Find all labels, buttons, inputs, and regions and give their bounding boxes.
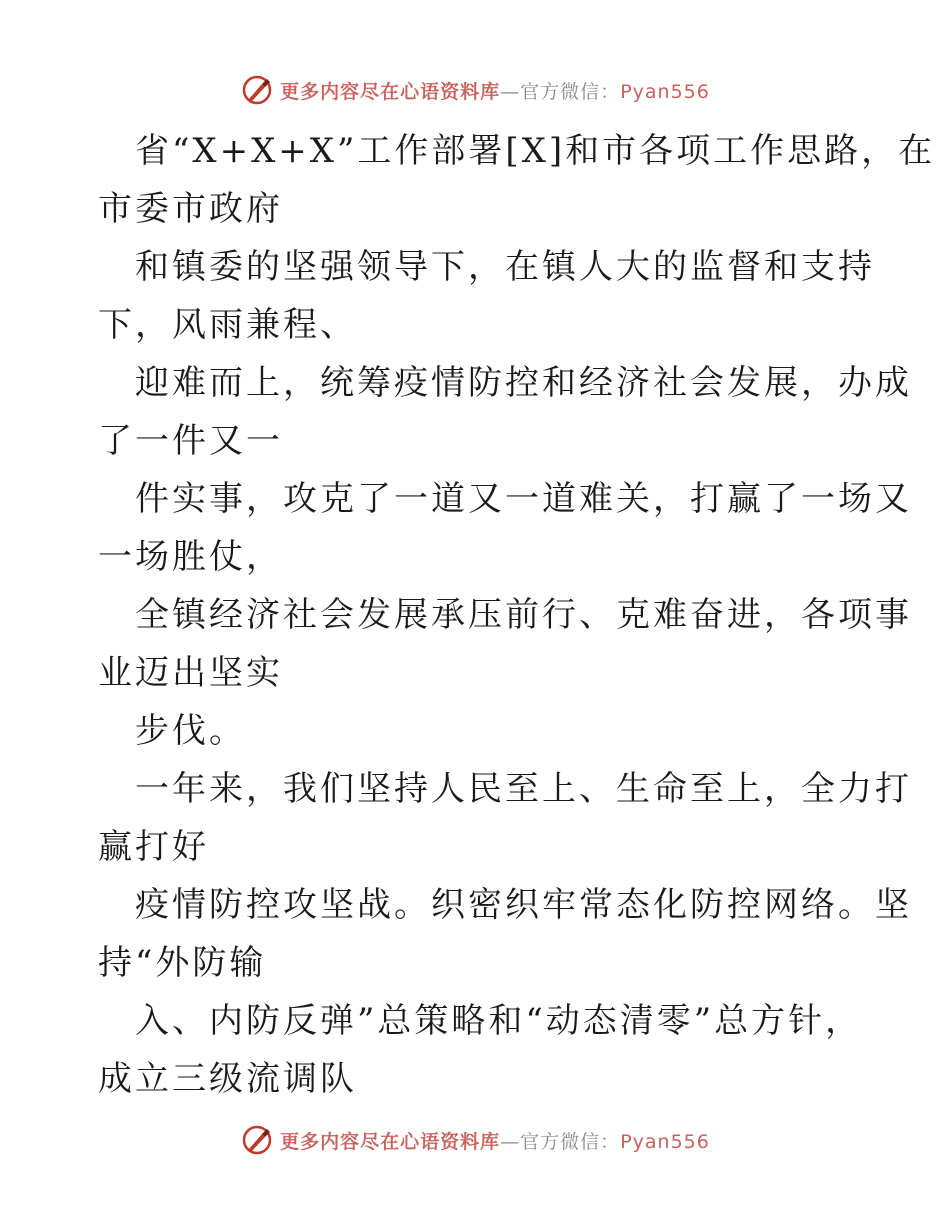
body-line: 迎难而上，统筹疫情防控和经济社会发展，办成 — [135, 363, 912, 403]
body-line: 步伐。 — [135, 711, 246, 751]
body-line: 下，风雨兼程、 — [98, 305, 357, 345]
body-line: 全镇经济社会发展承压前行、克难奋进，各项事 — [135, 595, 912, 635]
watermark-separator: — — [500, 80, 521, 103]
watermark-wechat-label: 官方微信： — [520, 1130, 621, 1153]
watermark-wechat-label: 官方微信： — [520, 80, 621, 103]
body-line: 市委市政府 — [98, 189, 283, 229]
body-line: 件实事，攻克了一道又一道难关，打赢了一场又 — [135, 479, 912, 519]
body-line: 赢打好 — [98, 827, 209, 867]
body-line: 省“X+X+X”工作部署[X]和市各项工作思路，在 — [135, 131, 936, 171]
footer-watermark — [0, 1120, 950, 1160]
watermark-wechat-id: Pyan556 — [620, 1130, 710, 1153]
body-line: 了一件又一 — [98, 421, 283, 461]
body-line: 和镇委的坚强领导下，在镇人大的监督和支持 — [135, 247, 875, 287]
body-line: 入、内防反弹”总策略和“动态清零”总方针， — [135, 1001, 863, 1041]
body-line: 业迈出坚实 — [98, 653, 283, 693]
body-line: 一场胜仗， — [98, 537, 283, 577]
watermark-wechat-id: Pyan556 — [620, 80, 710, 103]
header-watermark — [0, 70, 950, 110]
watermark-text — [280, 77, 710, 104]
watermark-separator: — — [500, 1130, 521, 1153]
watermark-main-text: 更多内容尽在心语资料库 — [280, 1130, 501, 1153]
body-line: 一年来，我们坚持人民至上、生命至上，全力打 — [135, 769, 912, 809]
document-body — [98, 122, 936, 1108]
pen-logo-icon — [240, 1123, 274, 1157]
watermark-main-text: 更多内容尽在心语资料库 — [280, 80, 501, 103]
body-line: 疫情防控攻坚战。织密织牢常态化防控网络。坚 — [135, 885, 912, 925]
pen-logo-icon — [240, 73, 274, 107]
body-line: 成立三级流调队 — [98, 1059, 357, 1099]
watermark-text — [280, 1127, 710, 1154]
body-line: 持“外防输 — [98, 943, 267, 983]
